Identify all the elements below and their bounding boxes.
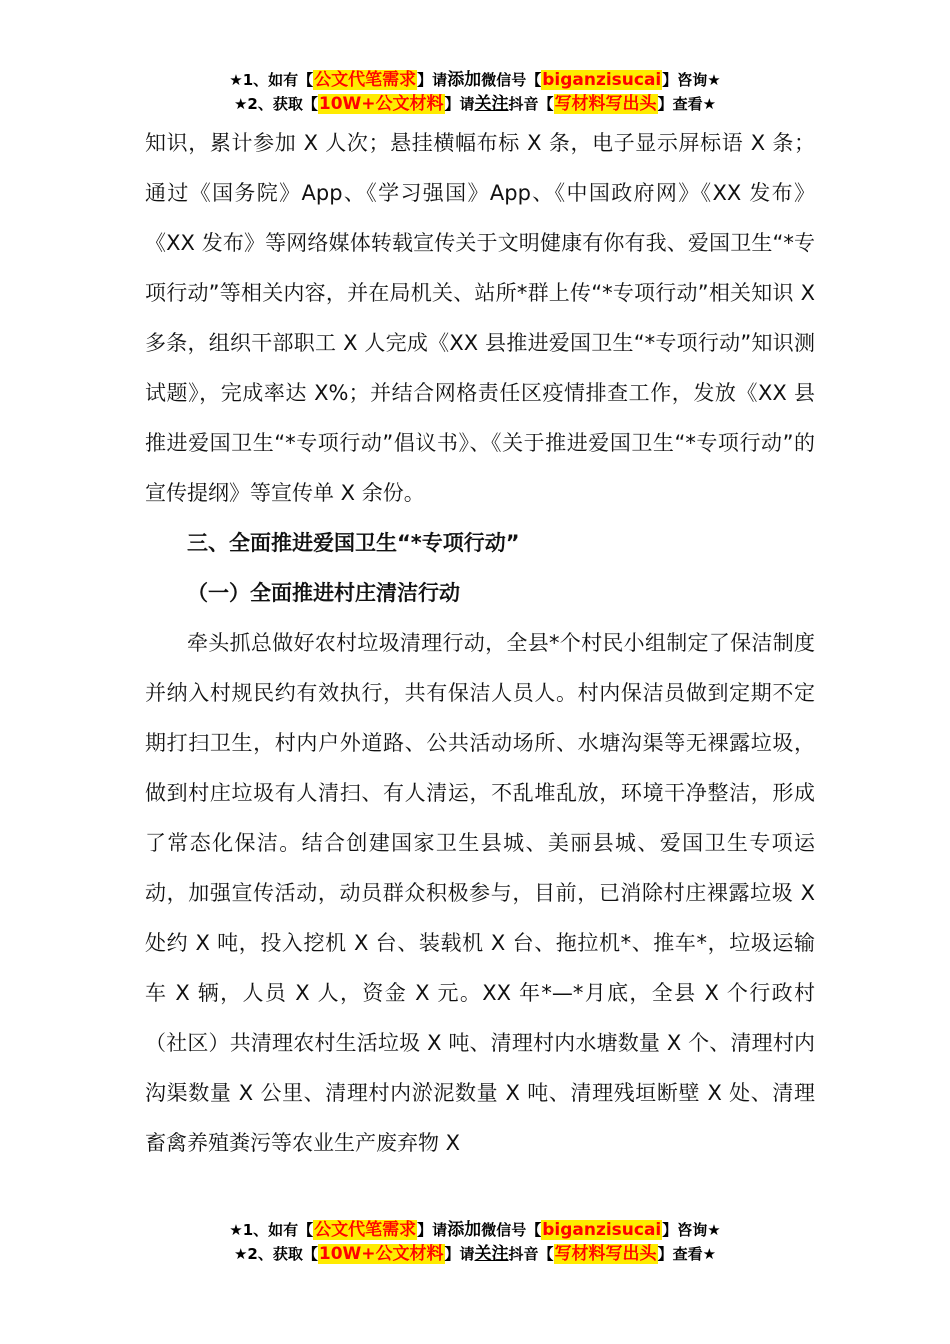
banner-text: 抖音【 [508,1245,554,1263]
banner-highlight: 10W+公文材料 [318,1244,444,1264]
banner-wechat-id: biganzisucai [542,70,662,90]
banner-text: ★2、获取【 [233,95,318,113]
banner-wechat-id: biganzisucai [542,1220,662,1240]
document-body [145,118,815,1168]
banner-text: 】请 [417,1221,448,1239]
header-banner [0,68,950,116]
banner-line-1 [0,68,950,92]
banner-text: ★1、如有【 [229,1221,314,1239]
banner-douyin-id: 写材料写出头 [554,94,657,114]
subsection-heading: （一）全面推进村庄清洁行动 [187,581,460,605]
paragraph: 牵头抓总做好农村垃圾清理行动，全县*个村民小组制定了保洁制度并纳入村规民约有效执行，共有保洁人员人。村内保洁员做到定期不定期打扫卫生，村内户外道路、公共活动场所、水塘沟渠等无裸露垃圾，做到村庄垃圾有人清扫、有人清运，不乱堆乱放，环境干净整洁，形成了常态化保洁。结合创建国家卫生县城、美丽县城、爱国卫生专项运动，加强宣传活动，动员群众积极参与，目前，已消除村庄裸露垃圾 X 处约 X 吨，投入挖机 X 台、装载机 X 台、拖拉机*、推车*，垃圾运输车 X 辆，人员 X 人，资金 X 元。XX 年*—*月底，全县 X 个行政村（社区）共清理农村生活垃圾 X 吨、清理村内水塘数量 X 个、清理村内沟渠数量 X 公里、清理村内淤泥数量 X 吨、清理残垣断壁 X 处、清理畜禽养殖粪污等农业生产废弃物 X [145,631,815,1155]
banner-text: 】咨询★ [662,71,721,89]
banner-highlight: 公文代笔需求 [314,1220,417,1240]
banner-text: 微信号【 [481,71,542,89]
banner-line-2 [0,1242,950,1266]
banner-emphasis: 关注 [474,94,509,114]
banner-text: 】查看★ [657,1245,717,1263]
banner-emphasis: 关注 [474,1244,509,1264]
section-heading: 三、全面推进爱国卫生“*专项行动” [187,531,520,555]
banner-text: 抖音【 [508,95,554,113]
banner-text: 】查看★ [657,95,717,113]
banner-line-1 [0,1218,950,1242]
banner-douyin-id: 写材料写出头 [554,1244,657,1264]
banner-text: 微信号【 [481,1221,542,1239]
banner-text: 】请 [444,1245,475,1263]
banner-line-2 [0,92,950,116]
footer-banner [0,1218,950,1266]
banner-emphasis: 添加 [447,70,482,90]
paragraph: 知识，累计参加 X 人次；悬挂横幅布标 X 条，电子显示屏标语 X 条；通过《国务院》App、《学习强国》App、《中国政府网》《XX 发布》《XX 发布》等网络媒体转载宣传关于文明健康有你有我、爱国卫生“*专项行动”等相关内容，并在局机关、站所*群上传“*专项行动”相关知识 X 多条，组织干部职工 X 人完成《XX 县推进爱国卫生“*专项行动”知识测试题》，完成率达 X%；并结合网格责任区疫情排查工作，发放《XX 县推进爱国卫生“*专项行动”倡议书》、《关于推进爱国卫生“*专项行动”的宣传提纲》等宣传单 X 余份。 [145,131,815,505]
banner-text: 】咨询★ [662,1221,721,1239]
banner-text: ★1、如有【 [229,71,314,89]
banner-text: 】请 [444,95,475,113]
banner-highlight: 10W+公文材料 [318,94,444,114]
banner-text: ★2、获取【 [233,1245,318,1263]
banner-text: 】请 [417,71,448,89]
banner-emphasis: 添加 [447,1220,482,1240]
banner-highlight: 公文代笔需求 [314,70,417,90]
